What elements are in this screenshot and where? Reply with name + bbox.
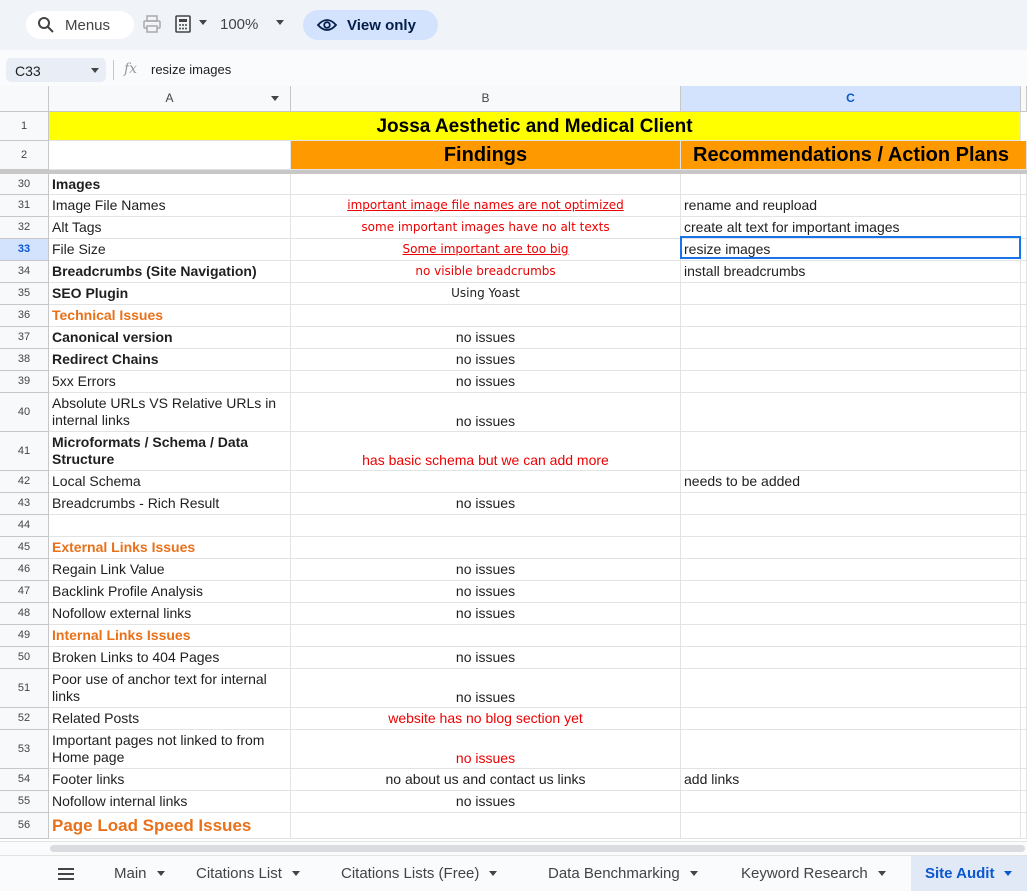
cell-c39[interactable] xyxy=(681,371,1021,393)
row-header-41[interactable] xyxy=(0,432,49,471)
cell-d47[interactable] xyxy=(1021,581,1027,603)
cell-b47[interactable] xyxy=(291,581,681,603)
cell-text: 46 xyxy=(17,563,31,575)
cell-text: needs to be added xyxy=(684,473,800,489)
cell-text: no issues xyxy=(455,649,516,665)
cell-a37[interactable] xyxy=(49,327,291,349)
row-header-48[interactable] xyxy=(0,603,49,625)
cell-text: no issues xyxy=(455,689,516,705)
cell-d49[interactable] xyxy=(1021,625,1027,647)
formula-separator xyxy=(113,60,114,80)
cell-a43[interactable] xyxy=(49,493,291,515)
cell-d35[interactable] xyxy=(1021,283,1027,305)
cell-b32[interactable] xyxy=(291,217,681,239)
cell-text: SEO Plugin xyxy=(52,285,129,301)
cell-text: 56 xyxy=(17,819,31,831)
cell-text: Redirect Chains xyxy=(52,351,159,367)
row-header-56[interactable] xyxy=(0,813,49,839)
tab-label: Citations List xyxy=(196,865,282,882)
tab-label: Data Benchmarking xyxy=(548,865,680,882)
row-header-36[interactable] xyxy=(0,305,49,327)
menus-label: Menus xyxy=(65,16,111,34)
cell-b43[interactable] xyxy=(291,493,681,515)
cell-b33[interactable] xyxy=(291,239,681,261)
tab-chevron-down-icon xyxy=(157,871,165,876)
cell-text: rename and reupload xyxy=(684,197,818,213)
cell-c43[interactable] xyxy=(681,493,1021,515)
cell-c44[interactable] xyxy=(681,515,1021,537)
tab-citations-list[interactable] xyxy=(182,856,300,891)
cell-text: File Size xyxy=(52,241,106,257)
row-header-51[interactable] xyxy=(0,669,49,708)
horizontal-scrollbar[interactable] xyxy=(0,841,1027,855)
cell-text: no issues xyxy=(455,793,516,809)
tab-citations-lists-free[interactable] xyxy=(327,856,497,891)
cell-b34[interactable] xyxy=(291,261,681,283)
tab-site-audit[interactable] xyxy=(911,856,1027,891)
cell-text: no issues xyxy=(455,329,516,345)
cell-d46[interactable] xyxy=(1021,559,1027,581)
cell-d32[interactable] xyxy=(1021,217,1027,239)
all-sheets-menu-icon[interactable] xyxy=(57,868,75,880)
column-c-label: C xyxy=(846,91,855,105)
cell-c38[interactable] xyxy=(681,349,1021,371)
cell-c47[interactable] xyxy=(681,581,1021,603)
cell-d37[interactable] xyxy=(1021,327,1027,349)
fx-icon: fx xyxy=(124,61,138,77)
cell-c46[interactable] xyxy=(681,559,1021,581)
cell-a56[interactable] xyxy=(49,813,291,839)
cell-d36[interactable] xyxy=(1021,305,1027,327)
row-header-47[interactable] xyxy=(0,581,49,603)
cell-b45[interactable] xyxy=(291,537,681,559)
cell-text: 47 xyxy=(17,585,31,597)
cell-b41[interactable] xyxy=(291,432,681,471)
cell-c54[interactable] xyxy=(681,769,1021,791)
cell-text: add links xyxy=(684,771,740,787)
cell-text: Related Posts xyxy=(52,710,140,726)
cell-text: Local Schema xyxy=(52,473,141,489)
tab-label: Main xyxy=(114,865,147,882)
tab-chevron-down-icon xyxy=(1004,871,1012,876)
cell-text: 44 xyxy=(17,519,31,531)
cell-text: Backlink Profile Analysis xyxy=(52,583,203,599)
row-header-30[interactable] xyxy=(0,174,49,195)
cell-text: 48 xyxy=(17,607,31,619)
toolbar xyxy=(0,0,1027,50)
row-number: 2 xyxy=(20,148,28,161)
cell-text: no about us and contact us links xyxy=(385,771,586,787)
cell-text: some important images have no alt texts xyxy=(361,220,610,234)
cell-b53[interactable] xyxy=(291,730,681,769)
row-header-49[interactable] xyxy=(0,625,49,647)
cell-text: 52 xyxy=(17,712,31,724)
cell-b48[interactable] xyxy=(291,603,681,625)
cell-text: Nofollow external links xyxy=(52,605,192,621)
cell-text: Page Load Speed Issues xyxy=(52,816,252,835)
eye-icon xyxy=(317,18,337,32)
cell-a46[interactable] xyxy=(49,559,291,581)
cell-text: Important pages not linked to from Home page xyxy=(52,732,265,765)
findings-header-text: Findings xyxy=(443,143,528,166)
cell-text: no issues xyxy=(455,561,516,577)
row-header-43[interactable] xyxy=(0,493,49,515)
menus-search[interactable] xyxy=(26,11,134,39)
cell-a2[interactable] xyxy=(49,141,291,170)
cell-text: Nofollow internal links xyxy=(52,793,188,809)
cell-d48[interactable] xyxy=(1021,603,1027,625)
filter-dropdown-icon[interactable] xyxy=(270,96,280,102)
sheet-tabs-bar xyxy=(0,855,1027,890)
cell-c34[interactable] xyxy=(681,261,1021,283)
row-header-42[interactable] xyxy=(0,471,49,493)
column-header-b[interactable] xyxy=(291,86,681,112)
cell-b46[interactable] xyxy=(291,559,681,581)
cell-text: 32 xyxy=(17,221,31,233)
row-header-46[interactable] xyxy=(0,559,49,581)
cell-d52[interactable] xyxy=(1021,708,1027,730)
cell-c56[interactable] xyxy=(681,813,1021,839)
tab-chevron-down-icon xyxy=(292,871,300,876)
cell-text: no issues xyxy=(455,413,516,429)
cell-c35[interactable] xyxy=(681,283,1021,305)
cell-a52[interactable] xyxy=(49,708,291,730)
recommendations-header-text: Recommendations / Action Plans xyxy=(693,143,1009,166)
cell-text: Absolute URLs VS Relative URLs in internal links xyxy=(52,395,277,428)
cell-text: install breadcrumbs xyxy=(684,263,806,279)
cell-text: 39 xyxy=(17,375,31,387)
cell-text: Using Yoast xyxy=(451,286,520,300)
findings-header[interactable] xyxy=(291,141,681,170)
row-header-1[interactable] xyxy=(0,112,49,141)
view-only-label: View only xyxy=(347,16,416,34)
row-header-50[interactable] xyxy=(0,647,49,669)
cell-d43[interactable] xyxy=(1021,493,1027,515)
cell-c45[interactable] xyxy=(681,537,1021,559)
cell-b50[interactable] xyxy=(291,647,681,669)
cell-text: 45 xyxy=(17,541,31,553)
cell-b56[interactable] xyxy=(291,813,681,839)
report-title-text: Jossa Aesthetic and Medical Client xyxy=(376,115,693,137)
column-b-label: B xyxy=(481,91,490,105)
cell-b40[interactable] xyxy=(291,393,681,432)
cell-a51[interactable] xyxy=(49,669,291,708)
cell-text: 43 xyxy=(17,497,31,509)
cell-text: no issues xyxy=(455,583,516,599)
cell-text: 41 xyxy=(17,444,31,457)
cell-a50[interactable] xyxy=(49,647,291,669)
column-header-a[interactable] xyxy=(49,86,291,112)
cell-d44[interactable] xyxy=(1021,515,1027,537)
formula-value[interactable]: resize images xyxy=(151,62,232,77)
tab-chevron-down-icon xyxy=(878,871,886,876)
cell-c48[interactable] xyxy=(681,603,1021,625)
search-icon xyxy=(37,16,55,34)
row-header-38[interactable] xyxy=(0,349,49,371)
cell-c52[interactable] xyxy=(681,708,1021,730)
cell-text: Footer links xyxy=(52,771,125,787)
cell-text: 55 xyxy=(17,795,31,807)
cell-b54[interactable] xyxy=(291,769,681,791)
cell-text: no issues xyxy=(455,351,516,367)
cell-a31[interactable] xyxy=(49,195,291,217)
report-title[interactable] xyxy=(49,112,1021,141)
scrollbar-thumb[interactable] xyxy=(50,845,1025,852)
cell-b39[interactable] xyxy=(291,371,681,393)
row-header-37[interactable] xyxy=(0,327,49,349)
calculator-icon[interactable] xyxy=(173,14,193,34)
cell-c55[interactable] xyxy=(681,791,1021,813)
row-header-35[interactable] xyxy=(0,283,49,305)
cell-b55[interactable] xyxy=(291,791,681,813)
cell-text: 49 xyxy=(17,629,31,641)
cell-c41[interactable] xyxy=(681,432,1021,471)
tab-label: Citations Lists (Free) xyxy=(341,865,480,882)
print-icon[interactable] xyxy=(142,14,162,34)
cell-c30[interactable] xyxy=(681,174,1021,195)
cell-d54[interactable] xyxy=(1021,769,1027,791)
row-header-2[interactable] xyxy=(0,141,49,170)
recommendations-header[interactable] xyxy=(681,141,1027,170)
cell-d56[interactable] xyxy=(1021,813,1027,839)
row-header-53[interactable] xyxy=(0,730,49,769)
cell-a48[interactable] xyxy=(49,603,291,625)
cell-b38[interactable] xyxy=(291,349,681,371)
cell-text: Internal Links Issues xyxy=(52,627,191,643)
cell-d39[interactable] xyxy=(1021,371,1027,393)
cell-text: Broken Links to 404 Pages xyxy=(52,649,220,665)
row-header-40[interactable] xyxy=(0,393,49,432)
cell-text: Breadcrumbs - Rich Result xyxy=(52,495,220,511)
tab-keyword-research[interactable] xyxy=(727,856,886,891)
cell-text: website has no blog section yet xyxy=(388,710,583,726)
select-all-corner[interactable] xyxy=(0,86,49,112)
cell-a33[interactable] xyxy=(49,239,291,261)
cell-text: Alt Tags xyxy=(52,219,102,235)
cell-text: 34 xyxy=(17,265,31,277)
tab-label: Site Audit xyxy=(925,865,995,882)
cell-text: External Links Issues xyxy=(52,539,196,555)
cell-d33[interactable] xyxy=(1021,239,1027,261)
cell-text: Canonical version xyxy=(52,329,173,345)
cell-d30[interactable] xyxy=(1021,174,1027,195)
cell-text: important image file names are not optimized xyxy=(347,198,624,212)
cell-a45[interactable] xyxy=(49,537,291,559)
cell-a41[interactable] xyxy=(49,432,291,471)
cell-c49[interactable] xyxy=(681,625,1021,647)
cell-text: 53 xyxy=(17,742,31,755)
tab-chevron-down-icon xyxy=(690,871,698,876)
tab-label: Keyword Research xyxy=(741,865,868,882)
cell-text: Poor use of anchor text for internal links xyxy=(52,671,267,704)
cell-b44[interactable] xyxy=(291,515,681,537)
cell-c51[interactable] xyxy=(681,669,1021,708)
column-a-label: A xyxy=(165,91,174,105)
row-header-44[interactable] xyxy=(0,515,49,537)
cell-d53[interactable] xyxy=(1021,730,1027,769)
cell-d41[interactable] xyxy=(1021,432,1027,471)
cell-text: Regain Link Value xyxy=(52,561,165,577)
cell-a49[interactable] xyxy=(49,625,291,647)
cell-text: no issues xyxy=(455,495,516,511)
cell-text: 51 xyxy=(17,681,31,694)
cell-b31[interactable] xyxy=(291,195,681,217)
row-header-32[interactable] xyxy=(0,217,49,239)
cell-d31[interactable] xyxy=(1021,195,1027,217)
view-only-button[interactable] xyxy=(303,10,438,40)
cell-a44[interactable] xyxy=(49,515,291,537)
cell-text: 30 xyxy=(17,177,31,190)
cell-text: no visible breadcrumbs xyxy=(415,264,556,278)
cell-d45[interactable] xyxy=(1021,537,1027,559)
cell-a55[interactable] xyxy=(49,791,291,813)
chevron-down-icon[interactable] xyxy=(198,20,208,26)
cell-a38[interactable] xyxy=(49,349,291,371)
cell-b36[interactable] xyxy=(291,305,681,327)
cell-text: has basic schema but we can add more xyxy=(362,452,609,468)
cell-d42[interactable] xyxy=(1021,471,1027,493)
cell-text: 42 xyxy=(17,475,31,487)
cell-text: no issues xyxy=(455,605,516,621)
cell-text: Image File Names xyxy=(52,197,166,213)
cell-text: 37 xyxy=(17,331,31,343)
cell-text: no issues xyxy=(455,373,516,389)
row-header-52[interactable] xyxy=(0,708,49,730)
cell-d51[interactable] xyxy=(1021,669,1027,708)
tab-main[interactable] xyxy=(100,856,165,891)
cell-a34[interactable] xyxy=(49,261,291,283)
cell-c40[interactable] xyxy=(681,393,1021,432)
cell-text: Images xyxy=(52,175,101,192)
cell-c36[interactable] xyxy=(681,305,1021,327)
cell-b37[interactable] xyxy=(291,327,681,349)
cell-d38[interactable] xyxy=(1021,349,1027,371)
cell-c37[interactable] xyxy=(681,327,1021,349)
cell-a35[interactable] xyxy=(49,283,291,305)
row-header-45[interactable] xyxy=(0,537,49,559)
cell-text: 31 xyxy=(17,199,31,211)
cell-ref: C33 xyxy=(15,63,41,79)
cell-text: 35 xyxy=(17,287,31,299)
cell-a42[interactable] xyxy=(49,471,291,493)
tab-chevron-down-icon xyxy=(489,871,497,876)
cell-a40[interactable] xyxy=(49,393,291,432)
cell-a39[interactable] xyxy=(49,371,291,393)
cell-d50[interactable] xyxy=(1021,647,1027,669)
cell-text: 5xx Errors xyxy=(52,373,116,389)
cell-b42[interactable] xyxy=(291,471,681,493)
cell-text: 38 xyxy=(17,353,31,365)
row-header-33[interactable] xyxy=(0,239,49,261)
cell-text: Some important are too big xyxy=(402,242,569,256)
cell-text: resize images xyxy=(684,241,771,257)
cell-c50[interactable] xyxy=(681,647,1021,669)
row-header-39[interactable] xyxy=(0,371,49,393)
cell-a53[interactable] xyxy=(49,730,291,769)
cell-a32[interactable] xyxy=(49,217,291,239)
cell-d40[interactable] xyxy=(1021,393,1027,432)
cell-text: 50 xyxy=(17,651,31,663)
cell-b51[interactable] xyxy=(291,669,681,708)
row-number: 1 xyxy=(20,119,28,132)
cell-text: Technical Issues xyxy=(52,307,164,323)
cell-text: 36 xyxy=(17,309,31,321)
selected-cell-c33 xyxy=(680,236,1021,259)
row-header-54[interactable] xyxy=(0,769,49,791)
cell-text: 33 xyxy=(17,243,31,255)
cell-a30[interactable] xyxy=(49,174,291,195)
cell-b35[interactable] xyxy=(291,283,681,305)
zoom-chevron-down-icon[interactable] xyxy=(275,20,285,26)
cell-b49[interactable] xyxy=(291,625,681,647)
cell-b30[interactable] xyxy=(291,174,681,195)
name-box[interactable] xyxy=(6,58,106,82)
cell-a36[interactable] xyxy=(49,305,291,327)
row-header-34[interactable] xyxy=(0,261,49,283)
cell-b52[interactable] xyxy=(291,708,681,730)
cell-c53[interactable] xyxy=(681,730,1021,769)
cell-text: 40 xyxy=(17,405,31,418)
name-box-dropdown-icon xyxy=(91,68,99,73)
cell-text: 54 xyxy=(17,773,31,785)
cell-text: no issues xyxy=(455,750,516,766)
cell-c42[interactable] xyxy=(681,471,1021,493)
cell-d55[interactable] xyxy=(1021,791,1027,813)
cell-text: create alt text for important images xyxy=(684,219,900,235)
cell-text: Microformats / Schema / Data Structure xyxy=(52,434,249,467)
row-header-31[interactable] xyxy=(0,195,49,217)
cell-a54[interactable] xyxy=(49,769,291,791)
cell-c31[interactable] xyxy=(681,195,1021,217)
spreadsheet-grid[interactable] xyxy=(0,86,1027,841)
cell-d34[interactable] xyxy=(1021,261,1027,283)
row-header-55[interactable] xyxy=(0,791,49,813)
cell-a47[interactable] xyxy=(49,581,291,603)
cell-text: Breadcrumbs (Site Navigation) xyxy=(52,263,257,279)
zoom-level[interactable]: 100% xyxy=(220,16,259,33)
column-header-c[interactable] xyxy=(681,86,1021,112)
tab-data-benchmarking[interactable] xyxy=(534,856,698,891)
column-header-d[interactable] xyxy=(1021,86,1027,112)
